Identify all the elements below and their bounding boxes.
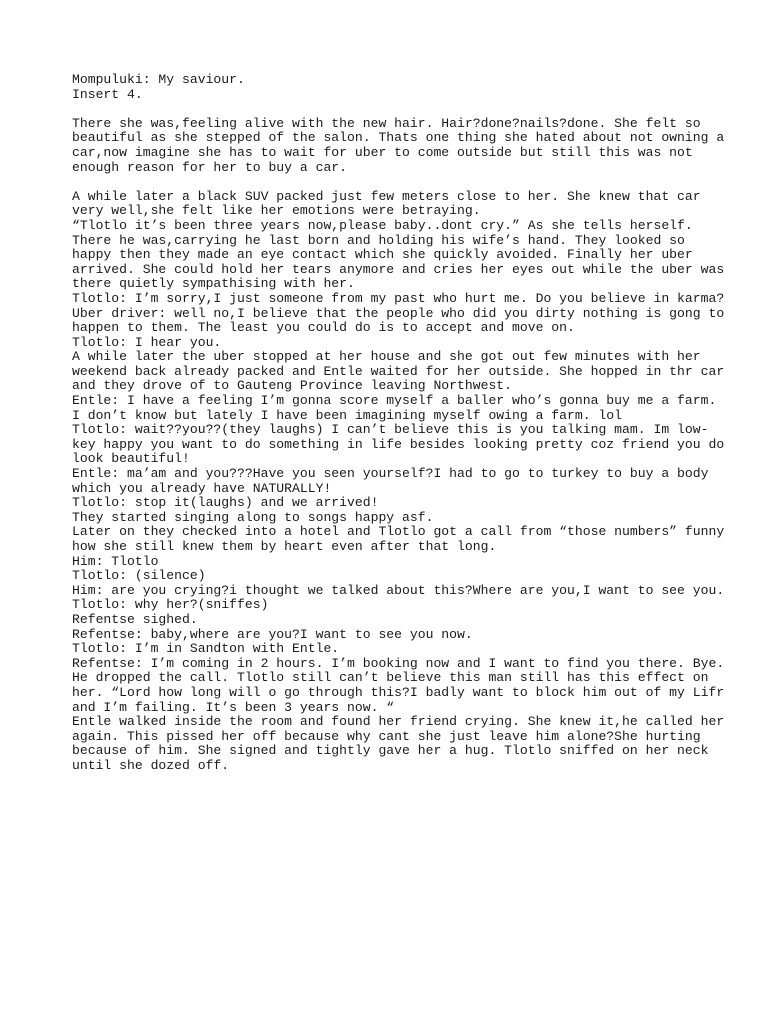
text-line: Refentse: baby,where are you?I want to see you now.: [72, 626, 473, 642]
text-line: Him: Tlotlo: [72, 553, 159, 569]
text-line: how she still knew them by heart even after that long.: [72, 539, 497, 554]
text-line: There he was,carrying he last born and holding his wife’s hand. They looked so: [72, 232, 685, 248]
text-line: her. “Lord how long will o go through this?I badly want to block him out of my Lifr: [72, 684, 725, 700]
text-line: beautiful as she stepped of the salon. Thats one thing she hated about not owning a: [72, 130, 725, 146]
text-line: which you already have NATURALLY!: [72, 480, 332, 496]
text-line: Refentse sighed.: [72, 611, 198, 627]
text-line: I don’t know but lately I have been imagining myself owing a farm. lol: [72, 407, 623, 423]
text-line: Entle: ma’am and you???Have you seen yourself?I had to go to turkey to buy a body: [72, 466, 709, 482]
text-line: and I’m failing. It’s been 3 years now. “: [72, 699, 395, 715]
document-title-block: [72, 73, 712, 102]
text-line: Tlotlo: I’m sorry,I just someone from my past who hurt me. Do you believe in karma?: [72, 290, 725, 306]
text-line: Later on they checked into a hotel and Tlotlo got a call from “those numbers” funny: [72, 524, 725, 540]
text-line: look beautiful!: [72, 451, 190, 467]
text-line: They started singing along to songs happy asf.: [72, 509, 434, 525]
text-line: car,now imagine she has to wait for uber to come outside but still this was not: [72, 144, 693, 160]
text-line: Tlotlo: wait??you??(they laughs) I can’t believe this is you talking mam. Im low-: [72, 422, 709, 438]
text-line: There she was,feeling alive with the new hair. Hair?done?nails?done. She felt so: [72, 115, 701, 131]
text-line: Uber driver: well no,I believe that the people who did you dirty nothing is gong to: [72, 305, 725, 321]
text-line: A while later a black SUV packed just few meters close to her. She knew that car: [72, 188, 701, 204]
text-line: Tlotlo: why her?(sniffes): [72, 597, 269, 613]
text-line: because of him. She signed and tightly gave her a hug. Tlotlo sniffed on her neck: [72, 743, 709, 759]
paragraph-1: [72, 115, 725, 175]
title-line: Mompuluki: My saviour.: [72, 72, 245, 87]
text-line: happen to them. The least you could do is to accept and move on.: [72, 320, 575, 336]
text-line: He dropped the call. Tlotlo still can’t believe this man still has this effect on: [72, 670, 709, 686]
text-line: until she dozed off.: [72, 757, 230, 773]
text-line: Him: are you crying?i thought we talked about this?Where are you,I want to see you.: [72, 582, 725, 598]
text-line: Refentse: I’m coming in 2 hours. I’m booking now and I want to find you there. Bye.: [72, 655, 725, 671]
text-line: Tlotlo: stop it(laughs) and we arrived!: [72, 495, 379, 511]
text-line: A while later the uber stopped at her house and she got out few minutes with her: [72, 349, 701, 365]
text-line: Entle walked inside the room and found her friend crying. She knew it,he called her: [72, 714, 725, 730]
text-line: very well,she felt like her emotions were betraying.: [72, 203, 481, 219]
text-line: enough reason for her to buy a car.: [72, 159, 348, 175]
text-line: Tlotlo: (silence): [72, 568, 206, 584]
text-line: Entle: I have a feeling I’m gonna score myself a baller who’s gonna buy me a farm.: [72, 393, 717, 409]
text-line: happy then they made an eye contact which she quickly avoided. Finally her uber: [72, 247, 693, 263]
paragraph-gap: [72, 102, 712, 117]
text-line: and they drove of to Gauteng Province leaving Northwest.: [72, 378, 513, 394]
document-page: [72, 72, 725, 774]
text-line: arrived. She could hold her tears anymore and cries her eyes out while the uber was: [72, 261, 725, 277]
text-line: there quietly sympathising with her.: [72, 276, 355, 292]
text-line: again. This pissed her off because why cant she just leave him alone?She hurting: [72, 728, 701, 744]
paragraph-gap: [72, 175, 712, 190]
text-line: weekend back already packed and Entle waited for her outside. She hopped in thr car: [72, 363, 725, 379]
text-line: key happy you want to do something in life besides looking pretty coz friend you do: [72, 436, 725, 452]
text-line: “Tlotlo it’s been three years now,please baby..dont cry.” As she tells herself.: [72, 217, 693, 233]
text-line: Tlotlo: I hear you.: [72, 334, 222, 350]
story-body: [72, 188, 725, 774]
text-line: Tlotlo: I’m in Sandton with Entle.: [72, 641, 340, 657]
title-line: Insert 4.: [72, 86, 143, 102]
